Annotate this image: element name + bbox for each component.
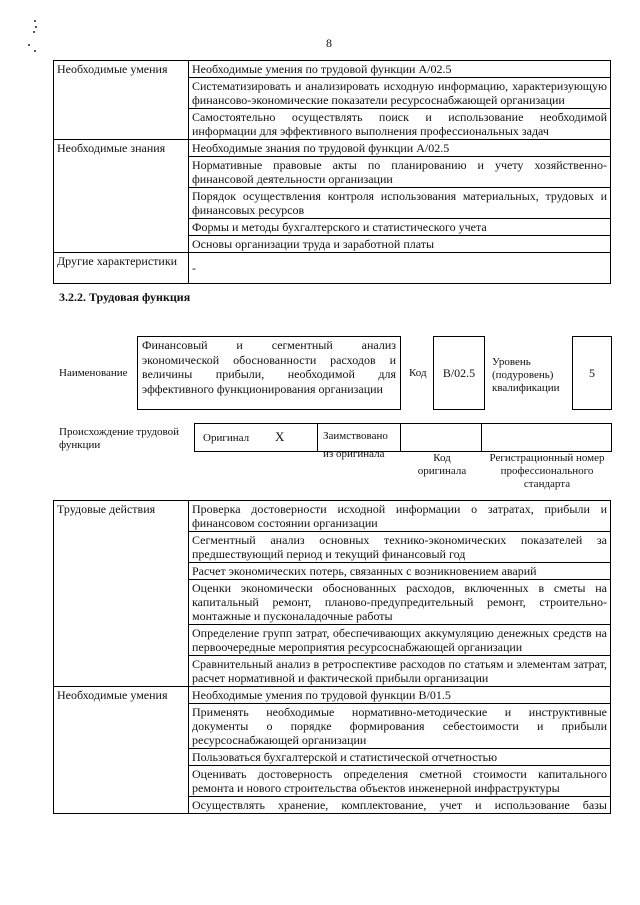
section-title: 3.2.2. Трудовая функция xyxy=(59,290,191,304)
table-row xyxy=(54,253,611,284)
table-cell: Оценивать достоверность определения сметной стоимости капитального ремонта и нового строительства объектов инженерной инфраструктуры xyxy=(189,766,611,797)
original-cell xyxy=(194,423,318,452)
level-value: 5 xyxy=(589,365,595,380)
reg-number-caption: Регистрационный номер профессионального стандарта xyxy=(489,452,605,490)
origin-label: Происхождение трудовой функции xyxy=(59,426,180,451)
code-box xyxy=(433,336,485,410)
table-cell: Систематизировать и анализировать исходную информацию, характеризующую финансово-экономические показатели ресурсоснабжающей организации xyxy=(189,78,611,109)
table-cell: Сравнительный анализ в ретроспективе расходов по статьям и элементам затрат, расчет нормативной и фактической прибыли организации xyxy=(189,656,611,687)
table-cell: Применять необходимые нормативно-методические и инструктивные документы о порядке формирования себестоимости и прибыли ресурсоснабжающей организации xyxy=(189,704,611,749)
table-cell: Формы и методы бухгалтерского и статистического учета xyxy=(189,219,611,236)
code-label: Код xyxy=(409,367,427,379)
name-box xyxy=(137,336,401,410)
row-label: Трудовые действия xyxy=(54,501,189,687)
code-value: B/02.5 xyxy=(442,365,476,380)
original-mark: X xyxy=(275,429,285,444)
reg-number-cell xyxy=(481,423,612,452)
table-cell: Необходимые умения по трудовой функции А/02.5 xyxy=(189,61,611,78)
table-cell: Необходимые умения по трудовой функции B/01.5 xyxy=(189,687,611,704)
level-box xyxy=(572,336,612,410)
table-cell: Основы организации труда и заработной платы xyxy=(189,236,611,253)
requirements-table-a025 xyxy=(53,60,611,284)
table-cell: Самостоятельно осуществлять поиск и использование необходимой информации для эффективного выполнения профессиональных задач xyxy=(189,109,611,140)
function-name: Финансовый и сегментный анализ экономической обоснованности расходов и величины прибыли, необходимой для эффективного функционирования организации xyxy=(142,338,396,396)
code-original-cell xyxy=(400,423,482,452)
original-label: Оригинал xyxy=(203,432,250,444)
table-cell: Необходимые знания по трудовой функции А/02.5 xyxy=(189,140,611,157)
table-cell: Сегментный анализ основных технико-экономических показателей за предшествующий период и текущий финансовый год xyxy=(189,532,611,563)
table-cell: - xyxy=(189,253,611,284)
row-label: Другие характеристики xyxy=(54,253,189,284)
table-row xyxy=(54,687,611,704)
level-label: Уровень (подуровень) квалификации xyxy=(492,356,560,394)
table-row xyxy=(54,140,611,157)
name-label: Наименование xyxy=(59,367,128,379)
table-cell: Проверка достоверности исходной информации о затратах, прибыли и финансовом состоянии организации xyxy=(189,501,611,532)
table-cell: Оценки экономически обоснованных расходов, включенных в сметы на капитальный ремонт, планово-предупредительный ремонт, строительно-монтажные и пусконаладочные работы xyxy=(189,580,611,625)
page-number: 8 xyxy=(326,36,332,50)
table-row xyxy=(54,61,611,78)
borrowed-label: Заимствовано из оригинала xyxy=(323,430,388,460)
table-cell: Осуществлять хранение, комплектование, учет и использование базы xyxy=(189,797,611,814)
table-cell: Порядок осуществления контроля использования материальных, трудовых и финансовых ресурсов xyxy=(189,188,611,219)
scan-artifact xyxy=(28,20,44,60)
row-label: Необходимые умения xyxy=(54,687,189,814)
table-cell: Определение групп затрат, обеспечивающих аккумуляцию денежных средств на первоочередные мероприятия ресурсоснабжающей организации xyxy=(189,625,611,656)
row-label: Необходимые знания xyxy=(54,140,189,253)
table-cell: Расчет экономических потерь, связанных с возникновением аварий xyxy=(189,563,611,580)
table-row xyxy=(54,501,611,532)
labor-actions-table-b025 xyxy=(53,500,611,814)
table-cell: Нормативные правовые акты по планированию и учету хозяйственно-финансовой деятельности организации xyxy=(189,157,611,188)
code-original-caption: Код оригинала xyxy=(417,452,467,477)
table-cell: Пользоваться бухгалтерской и статистической отчетностью xyxy=(189,749,611,766)
row-label: Необходимые умения xyxy=(54,61,189,140)
borrowed-cell xyxy=(317,423,401,460)
